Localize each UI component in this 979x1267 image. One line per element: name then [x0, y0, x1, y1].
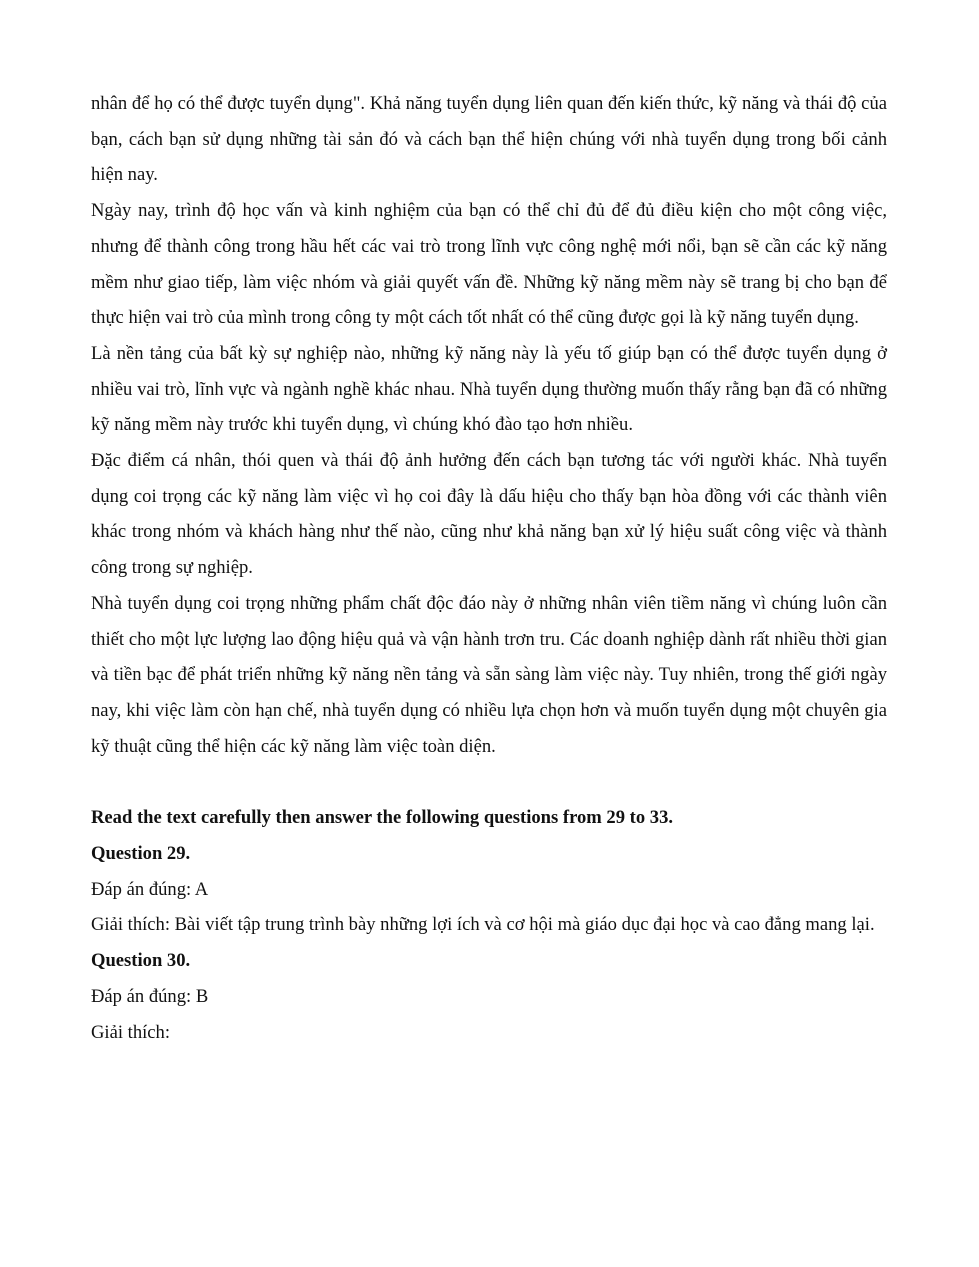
question-title: Question 29. [91, 843, 191, 865]
body-paragraph: Là nền tảng của bất kỳ sự nghiệp nào, những kỹ năng này là yếu tố giúp bạn có thể được tuyển dụng ở nhiều vai trò, lĩnh vực và ngành nghề khác nhau. Nhà tuyển dụng thường muốn thấy rằng bạn đã có những kỹ năng mềm này trước khi tuyển dụng, vì chúng khó đào tạo hơn nhiều. [91, 342, 887, 436]
question-answer: Đáp án đúng: A [91, 878, 209, 900]
document-page [91, 86, 887, 1050]
question-explanation: Giải thích: [91, 1021, 171, 1043]
section-instruction: Read the text carefully then answer the following questions from 29 to 33. [91, 807, 674, 829]
body-paragraph: Ngày nay, trình độ học vấn và kinh nghiệm của bạn có thể chỉ đủ để đủ điều kiện cho một công việc, nhưng để thành công trong hầu hết các vai trò trong lĩnh vực công nghệ mới nổi, bạn sẽ cần các kỹ năng mềm như giao tiếp, làm việc nhóm và giải quyết vấn đề. Những kỹ năng mềm này sẽ trang bị cho bạn để thực hiện vai trò của mình trong công ty một cách tốt nhất có thể cũng được gọi là kỹ năng tuyển dụng. [91, 200, 887, 329]
question-answer: Đáp án đúng: B [91, 985, 209, 1007]
body-paragraph: Đặc điểm cá nhân, thói quen và thái độ ảnh hưởng đến cách bạn tương tác với người khác. Nhà tuyển dụng coi trọng các kỹ năng làm việc vì họ coi đây là dấu hiệu cho thấy bạn hòa đồng với các thành viên khác trong nhóm và khách hàng như thế nào, cũng như khả năng bạn xử lý hiệu suất công việc và thành công trong sự nghiệp. [91, 450, 887, 579]
body-paragraph: Nhà tuyển dụng coi trọng những phẩm chất độc đáo này ở những nhân viên tiềm năng vì chúng luôn cần thiết cho một lực lượng lao động hiệu quả và vận hành trơn tru. Các doanh nghiệp dành rất nhiều thời gian và tiền bạc để phát triển những kỹ năng nền tảng và sẵn sàng làm việc này. Tuy nhiên, trong thế giới ngày nay, khi việc làm còn hạn chế, nhà tuyển dụng có nhiều lựa chọn hơn và muốn tuyển dụng một chuyên gia kỹ thuật cũng thể hiện các kỹ năng làm việc toàn diện. [91, 592, 887, 757]
body-paragraph: nhân để họ có thể được tuyển dụng". Khả năng tuyển dụng liên quan đến kiến thức, kỹ năng và thái độ của bạn, cách bạn sử dụng những tài sản đó và cách bạn thể hiện chúng với nhà tuyển dụng trong bối cảnh hiện nay. [91, 93, 887, 186]
section-spacer [91, 764, 887, 800]
question-explanation: Giải thích: Bài viết tập trung trình bày những lợi ích và cơ hội mà giáo dục đại học và cao đẳng mang lại. [91, 914, 875, 936]
question-title: Question 30. [91, 950, 191, 972]
